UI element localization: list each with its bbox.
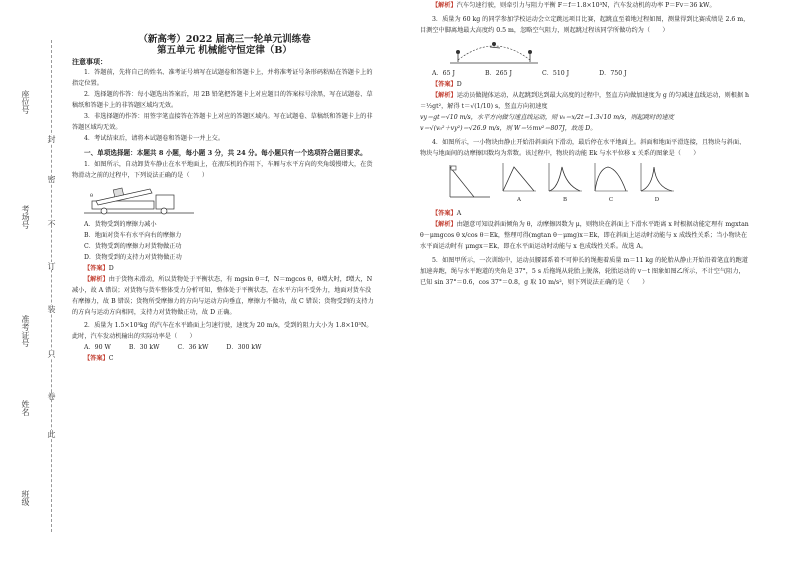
graph-label: D: [654, 197, 660, 203]
admission-number-label: 准考证号: [21, 315, 30, 347]
answer-value: D: [108, 265, 114, 272]
question-stem: 3．质量为 60 kg 的同学参加学校运动会立定跳远项目比赛，起跳直至着地过程如图，测量得到比赛成绩是 2.6 m，目测空中脚离地最大高度约 0.5 m，忽略空气阻力，则起跳过程该同学所做功约为（ ）: [420, 16, 750, 34]
cut-mark: 封: [47, 135, 56, 143]
cut-mark: 只: [47, 350, 56, 358]
cut-mark: 订: [47, 262, 56, 270]
option: D．货物受到的支持力对货物做正功: [84, 254, 182, 261]
binding-margin: [18, 0, 64, 562]
graph-option-b: [546, 161, 584, 206]
notice-item: 2．选择题的作答：每小题选出答案后，用 2B 铅笔把答题卡上对应题目的答案标号涂黑，写在试题卷、草稿纸和答题卡上的非答题区域均无效。: [72, 91, 373, 109]
option: B．265 J: [484, 70, 512, 77]
options-row: [420, 68, 750, 79]
graph-option-a: [500, 161, 538, 206]
question-stem: 2．质量为 1.5×10³kg 的汽车在水平路面上匀速行驶，速度为 20 m/s，受到的阻力大小为 1.8×10³N。此时，汽车发动机输出的实际功率是（ ）: [72, 322, 373, 340]
svg-text:θ: θ: [90, 193, 94, 199]
long-jump-figure: [450, 38, 540, 66]
name-label: 姓名: [21, 400, 30, 416]
analysis-label: 【解析】: [84, 276, 109, 283]
option: C．36 kW: [177, 344, 209, 351]
class-label: 班级: [21, 490, 30, 506]
analysis-label: 【解析】: [432, 2, 457, 9]
graph-option-d: [638, 161, 676, 206]
right-column: [420, 0, 750, 288]
notice-item: 1．答题前，先将自己的姓名、准考证号填写在试题卷和答题卡上，并将准考证号条形码粘贴在答题卡上的指定位置。: [72, 69, 373, 87]
analysis-text: 由题意可知设斜面倾角为 θ，动摩擦因数为 μ，则物块在斜面上下滑水平距离 x 时根据动能定理有 mgxtan θ－μmgcos θ x/cos θ＝Ek，整理可得(mgtan θ－μmg)x＝Ek，即在斜面上运动时动能与 x 成线性关系；当小物块在水平面运动时有 μmgx＝Ek，即在水平面运动时动能与 x 也成线性关系。故选 A。: [420, 221, 749, 250]
cut-mark: 密: [47, 175, 56, 183]
notice-item: 4．考试结束后，请将本试题卷和答题卡一并上交。: [84, 135, 225, 142]
analysis-text: 汽车匀速行驶，则牵引力与阻力平衡 F＝f＝1.8×10³N，汽车发动机的功率 P＝Fv＝36 kW。: [456, 2, 716, 9]
option: A．65 J: [432, 70, 455, 77]
option: D．750 J: [599, 70, 627, 77]
analysis-formula: vy＝gt＝√10 m/s，水平方向做匀速直线运动，则 v₀＝x/2t＝1.3√10 m/s，则起跳时的速度: [420, 114, 674, 121]
question-stem: 1．如图所示，自动卸货车静止在水平地面上，在液压机的作用下，车厢与水平方向的夹角缓慢增大，在货物滑动之前的过程中，下列说法正确的是（ ）: [72, 161, 373, 179]
graph-option-c: [592, 161, 630, 206]
answer-value: D: [456, 81, 462, 88]
unit-title: 第五单元 机械能守恒定律（B）: [157, 45, 292, 56]
dump-truck-figure: [84, 183, 194, 217]
cut-mark: 此: [47, 430, 56, 438]
answer-label: 【答案】: [84, 265, 109, 272]
seat-number-label: 座位号: [21, 90, 30, 114]
option: C．货物受到的摩擦力对货物做正功: [84, 243, 182, 250]
notice-item: 3．非选择题的作答：用签字笔直接答在答题卡上对应的答题区域内。写在试题卷、草稿纸和答题卡上的非答题区域均无效。: [72, 113, 373, 131]
option: A．90 W: [84, 344, 111, 351]
answer-label: 【答案】: [432, 81, 457, 88]
cut-mark: 卷: [47, 392, 56, 400]
question-stem: 5．如图甲所示，一次训练中，运动员腰部系着不可伸长的绳拖着质量 m＝11 kg 的轮胎从静止开始沿着笔直的跑道加速奔跑，绳与水平跑道的夹角是 37°，5 s 后拖绳从轮胎上脱落，轮胎运动的 v－t 图象如图乙所示，不计空气阻力，已知 sin 37°＝0.6，cos 37°＝0.8，g 取 10 m/s²，则下列说法正确的是（ ）: [420, 257, 748, 286]
option: D．300 kW: [226, 344, 262, 351]
cut-mark: 装: [47, 305, 56, 313]
exam-room-label: 考场号: [21, 205, 30, 229]
answer-value: A: [456, 210, 462, 217]
cut-mark: 不: [47, 220, 56, 228]
option: C．510 J: [541, 70, 570, 77]
analysis-label: 【解析】: [432, 221, 457, 228]
incline-figure: [448, 161, 492, 206]
graph-label: A: [517, 197, 521, 203]
answer-label: 【答案】: [84, 355, 109, 362]
notice-heading: 注意事项：: [72, 57, 107, 66]
figure-row: [420, 161, 750, 206]
section-heading: 一、单项选择题：本题共 8 小题，每小题 3 分，共 24 分。每小题只有一个选项符合题目要求。: [84, 149, 367, 157]
exam-title: （新高考）2022 届高三一轮单元训练卷: [138, 34, 311, 45]
question-stem: 4．如图所示，一小物块由静止开始沿斜面向下滑动，最后停在水平地面上。斜面和地面平滑连接，且物块与斜面、物块与地面间的动摩擦因数均为常数。该过程中，物块的动能 Ek 与水平位移 x 关系的图象是（ ）: [420, 139, 746, 157]
analysis-text: 运动员做抛体运动，从起跳到达到最大高度的过程中，竖直方向做加速度为 g 的匀减速直线运动，则根据 h＝½gt²，解得 t＝√(1/10) s，竖直方向初速度: [420, 92, 750, 110]
option: A．货物受到的摩擦力减小: [84, 221, 157, 228]
cut-line: [51, 40, 52, 532]
option: B．30 kW: [128, 344, 160, 351]
analysis-text: 由于货物未滑动，所以货物处于平衡状态，有 mgsin θ＝f，N＝mgcos θ，θ增大时，f增大，N减小，故 A 错误；对货物与货车整体受力分析可知，整体处于平衡状态，在水平方向不受外力，地面对货车没有摩擦力，故 B 错误；货物所受摩擦力的方向与运动方向垂直，摩擦力不做功，故 C 错误；货物受到的支持力的方向与运动方向相同，支持力对货物做正功，故 D 正确。: [72, 276, 374, 316]
left-column: [72, 34, 377, 364]
answer-label: 【答案】: [432, 210, 457, 217]
analysis-formula: v＝√(v₀²＋vy²)＝√26.9 m/s，则 W＝½mv²＝807J，故选 D。: [420, 125, 597, 132]
answer-value: C: [108, 355, 114, 362]
graph-label: B: [562, 197, 568, 203]
analysis-label: 【解析】: [432, 92, 457, 99]
option: B．地面对货车有水平向右的摩擦力: [84, 232, 182, 239]
graph-label: C: [608, 197, 614, 203]
options-row: [72, 342, 377, 353]
